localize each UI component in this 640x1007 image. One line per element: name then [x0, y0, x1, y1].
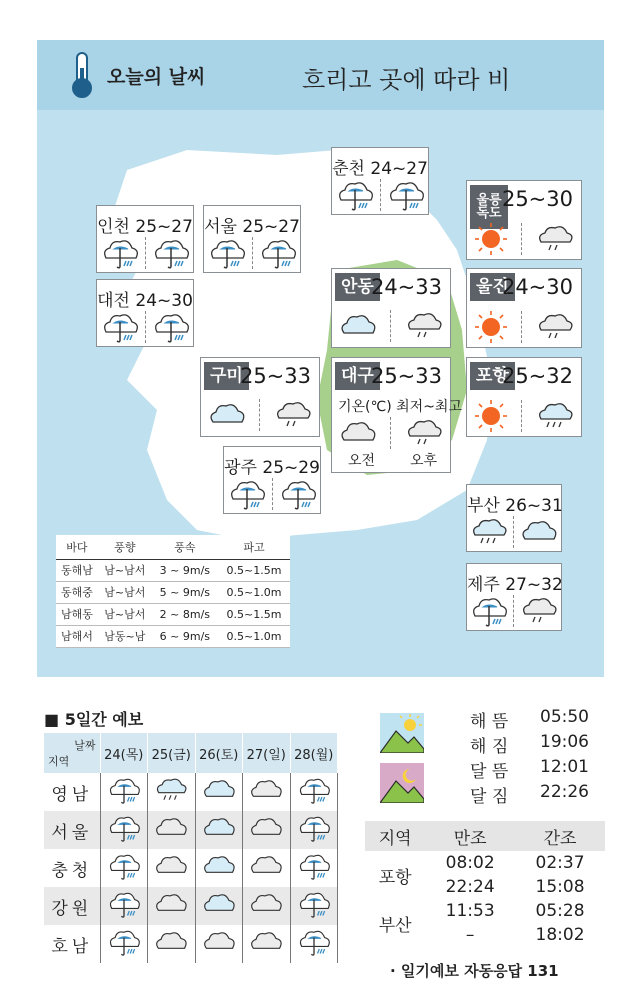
sun-icon — [473, 221, 509, 257]
city-name: 안동 — [335, 273, 380, 301]
corner-region-label: 지역 — [48, 755, 70, 768]
rain-icon — [296, 851, 332, 881]
cloud-icon — [248, 852, 284, 880]
forecast-cell — [148, 773, 196, 811]
rain-icon — [278, 477, 318, 511]
forecast-cell — [195, 925, 243, 963]
forecast-cell — [290, 887, 338, 925]
cloud-icon — [201, 928, 237, 956]
high-tide-time: 11:53 — [445, 901, 495, 921]
sun-icon — [473, 398, 509, 434]
city-card-jeju — [466, 563, 562, 631]
forecast-cell — [195, 849, 243, 887]
rain-icon — [227, 477, 267, 511]
corner-date-label: 날짜 — [74, 739, 96, 752]
wave-height: 0.5~1.5m — [218, 559, 290, 581]
forecast-cell — [100, 811, 148, 849]
sea-condition-table — [56, 535, 290, 648]
city-card-andong — [331, 268, 451, 348]
city-card-gumi — [200, 357, 320, 437]
wind-speed: 2 ~ 8m/s — [152, 603, 218, 625]
cloud-rain-icon — [404, 416, 444, 450]
cloud-rain-icon — [469, 515, 509, 549]
legend-pm-label: 오후 — [410, 453, 438, 469]
high-tide-time: – — [465, 925, 475, 945]
am-pm-separator — [513, 595, 514, 627]
tide-region: 포항 — [378, 867, 412, 888]
rain-icon — [296, 775, 332, 805]
low-tide-time: 18:02 — [535, 925, 585, 945]
forecast-cell — [100, 773, 148, 811]
am-pm-separator — [145, 237, 146, 269]
wave-height: 0.5~1.0m — [218, 625, 290, 647]
moonset-time: 22:26 — [540, 782, 589, 802]
low-tide-time: 15:08 — [535, 877, 585, 897]
forecast-region: 서울 — [44, 811, 100, 849]
am-pm-separator — [521, 223, 522, 255]
cloud-icon — [153, 852, 189, 880]
rain-icon — [335, 178, 375, 212]
rain-icon — [100, 236, 140, 270]
forecast-cell — [195, 887, 243, 925]
table-row — [44, 811, 338, 849]
city-temp: 26~31 — [505, 496, 563, 516]
city-card-ulleung — [466, 180, 582, 260]
sunset-time: 19:06 — [540, 732, 589, 752]
tide-header: 만조 — [425, 821, 515, 851]
city-card-gwangju — [223, 446, 321, 514]
cloud-rain-icon — [153, 775, 189, 805]
sunrise-time: 05:50 — [540, 707, 589, 727]
thermometer-icon — [67, 50, 97, 100]
day-header: 27(일) — [243, 733, 291, 773]
sea-area: 동해남 — [56, 559, 98, 581]
forecast-region: 영남 — [44, 773, 100, 811]
city-temp: 25~29 — [262, 458, 320, 478]
cloud-icon — [338, 311, 378, 341]
cloud-icon — [153, 928, 189, 956]
city-temp: 25~30 — [501, 187, 573, 211]
table-row — [365, 851, 605, 875]
city-name: 울진 — [470, 273, 515, 301]
wind-direction: 남~남서 — [98, 559, 152, 581]
forecast-cell — [148, 925, 196, 963]
corner-header — [44, 733, 100, 773]
cloud-icon — [201, 776, 237, 804]
tide-table — [365, 821, 605, 947]
cloud-icon — [248, 890, 284, 918]
cloud-icon — [201, 852, 237, 880]
rain-icon — [296, 813, 332, 843]
city-card-seoul — [203, 205, 301, 273]
sea-area: 남해서 — [56, 625, 98, 647]
forecast-cell — [243, 887, 291, 925]
city-card-daegu — [331, 357, 462, 473]
city-temp: 27~32 — [505, 575, 563, 595]
city-temp: 25~27 — [135, 217, 193, 237]
wind-direction: 남~남서 — [98, 581, 152, 603]
city-name: 춘천 — [332, 159, 365, 179]
cloud-rain-icon — [535, 399, 575, 433]
sea-header: 바다 — [56, 535, 98, 559]
am-pm-separator — [390, 310, 391, 342]
rain-icon — [469, 594, 509, 628]
rain-icon — [106, 927, 142, 957]
city-name: 광주 — [224, 458, 257, 478]
city-name: 대구 — [335, 362, 380, 390]
rain-icon — [386, 178, 426, 212]
rain-icon — [296, 927, 332, 957]
city-temp: 24~30 — [135, 291, 193, 311]
wind-direction: 남~남서 — [98, 603, 152, 625]
sun-icon — [473, 309, 509, 345]
forecast-cell — [290, 849, 338, 887]
wind-speed: 3 ~ 9m/s — [152, 559, 218, 581]
city-name: 인천 — [97, 217, 130, 237]
rain-icon — [207, 236, 247, 270]
forecast-cell — [290, 811, 338, 849]
header-title: 오늘의 날씨 — [107, 66, 206, 88]
cloud-icon — [153, 890, 189, 918]
wind-speed: 5 ~ 9m/s — [152, 581, 218, 603]
am-pm-separator — [272, 478, 273, 510]
city-card-chuncheon — [331, 147, 429, 215]
city-temp: 24~30 — [501, 275, 573, 299]
am-pm-separator — [259, 399, 260, 431]
cloud-rain-icon — [273, 398, 313, 432]
sea-header: 풍속 — [152, 535, 218, 559]
tide-region: 부산 — [378, 915, 412, 936]
cloud-icon — [153, 814, 189, 842]
city-temp: 24~33 — [370, 275, 442, 299]
high-tide-time: 22:24 — [445, 877, 495, 897]
cloud-icon — [248, 814, 284, 842]
am-pm-separator — [521, 311, 522, 343]
wave-height: 0.5~1.5m — [218, 603, 290, 625]
moonrise-icon — [380, 763, 424, 803]
cloud-icon — [248, 928, 284, 956]
rain-icon — [106, 851, 142, 881]
rain-icon — [296, 889, 332, 919]
forecast-cell — [100, 849, 148, 887]
forecast-cell — [290, 925, 338, 963]
table-row — [56, 625, 290, 647]
wave-height: 0.5~1.0m — [218, 581, 290, 603]
forecast-cell — [148, 811, 196, 849]
forecast-cell — [290, 773, 338, 811]
low-tide-time: 02:37 — [535, 853, 585, 873]
forecast-region: 호남 — [44, 925, 100, 963]
wind-speed: 6 ~ 9m/s — [152, 625, 218, 647]
cloud-rain-icon — [535, 310, 575, 344]
forecast-cell — [243, 811, 291, 849]
am-pm-separator — [513, 516, 514, 548]
cloud-icon — [519, 517, 559, 547]
legend-am-label: 오전 — [348, 453, 376, 469]
day-header: 25(금) — [148, 733, 196, 773]
city-card-pohang — [466, 357, 582, 437]
forecast-cell — [195, 773, 243, 811]
cloud-icon — [207, 400, 247, 430]
rain-icon — [151, 236, 191, 270]
am-pm-separator — [380, 179, 381, 211]
am-pm-separator — [521, 400, 522, 432]
cloud-icon — [338, 418, 378, 448]
rain-icon — [151, 310, 191, 344]
header-bar — [37, 40, 604, 110]
forecast-region: 강원 — [44, 887, 100, 925]
forecast-cell — [100, 925, 148, 963]
sunset-label: 해 짐 — [470, 737, 509, 757]
cloud-rain-icon — [519, 594, 559, 628]
tide-header: 간조 — [515, 821, 605, 851]
forecast-cell — [243, 925, 291, 963]
sea-header: 풍향 — [98, 535, 152, 559]
cloud-rain-icon — [535, 222, 575, 256]
sea-area: 남해동 — [56, 603, 98, 625]
table-row — [56, 603, 290, 625]
forecast-title: ■ 5일간 예보 — [44, 710, 144, 729]
moonrise-label: 달 뜸 — [470, 762, 509, 782]
city-temp: 25~33 — [239, 364, 311, 388]
rain-icon — [258, 236, 298, 270]
weather-summary: 흐리고 곳에 따라 비 — [302, 66, 511, 94]
rain-icon — [100, 310, 140, 344]
city-name: 부산 — [467, 496, 500, 516]
sunrise-label: 해 뜸 — [470, 712, 509, 732]
am-pm-separator — [252, 237, 253, 269]
forecast-cell — [243, 849, 291, 887]
cloud-rain-icon — [404, 309, 444, 343]
city-name: 구미 — [204, 362, 249, 390]
city-card-uljin — [466, 268, 582, 348]
table-row — [365, 899, 605, 923]
footer-note: · 일기예보 자동응답 131 — [390, 962, 559, 980]
tide-header: 지역 — [365, 821, 425, 851]
city-card-daejeon — [96, 279, 194, 347]
city-temp: 25~33 — [370, 364, 442, 388]
rain-icon — [106, 813, 142, 843]
day-header: 24(목) — [100, 733, 148, 773]
forecast-cell — [148, 849, 196, 887]
cloud-icon — [201, 890, 237, 918]
high-tide-time: 08:02 — [445, 853, 495, 873]
cloud-icon — [201, 814, 237, 842]
five-day-forecast-table — [44, 733, 338, 963]
table-row — [44, 849, 338, 887]
city-temp: 25~27 — [242, 217, 300, 237]
sunrise-icon — [380, 713, 424, 753]
moonrise-time: 12:01 — [540, 757, 589, 777]
city-name: 울릉 독도 — [470, 185, 508, 229]
am-pm-separator — [145, 311, 146, 343]
sea-header: 파고 — [218, 535, 290, 559]
wind-direction: 남동~남 — [98, 625, 152, 647]
legend-temp-label: 기온(℃) 최저~최고 — [338, 399, 462, 415]
table-row — [56, 581, 290, 603]
forecast-cell — [195, 811, 243, 849]
cloud-icon — [248, 776, 284, 804]
table-row — [56, 559, 290, 581]
city-name: 포항 — [470, 362, 515, 390]
table-row — [44, 773, 338, 811]
forecast-region: 충청 — [44, 849, 100, 887]
rain-icon — [106, 889, 142, 919]
city-card-incheon — [96, 205, 194, 273]
table-row — [44, 887, 338, 925]
am-pm-separator — [390, 417, 391, 449]
rain-icon — [106, 775, 142, 805]
city-name: 서울 — [204, 217, 237, 237]
day-header: 28(월) — [290, 733, 338, 773]
forecast-cell — [148, 887, 196, 925]
moonset-label: 달 짐 — [470, 787, 509, 807]
city-name: 제주 — [467, 575, 500, 595]
city-name: 대전 — [97, 291, 130, 311]
low-tide-time: 05:28 — [535, 901, 585, 921]
sea-area: 동해중 — [56, 581, 98, 603]
city-temp: 24~27 — [370, 159, 428, 179]
day-header: 26(토) — [195, 733, 243, 773]
city-temp: 25~32 — [501, 364, 573, 388]
forecast-cell — [243, 773, 291, 811]
forecast-cell — [100, 887, 148, 925]
city-card-busan — [466, 484, 562, 552]
table-row — [44, 925, 338, 963]
